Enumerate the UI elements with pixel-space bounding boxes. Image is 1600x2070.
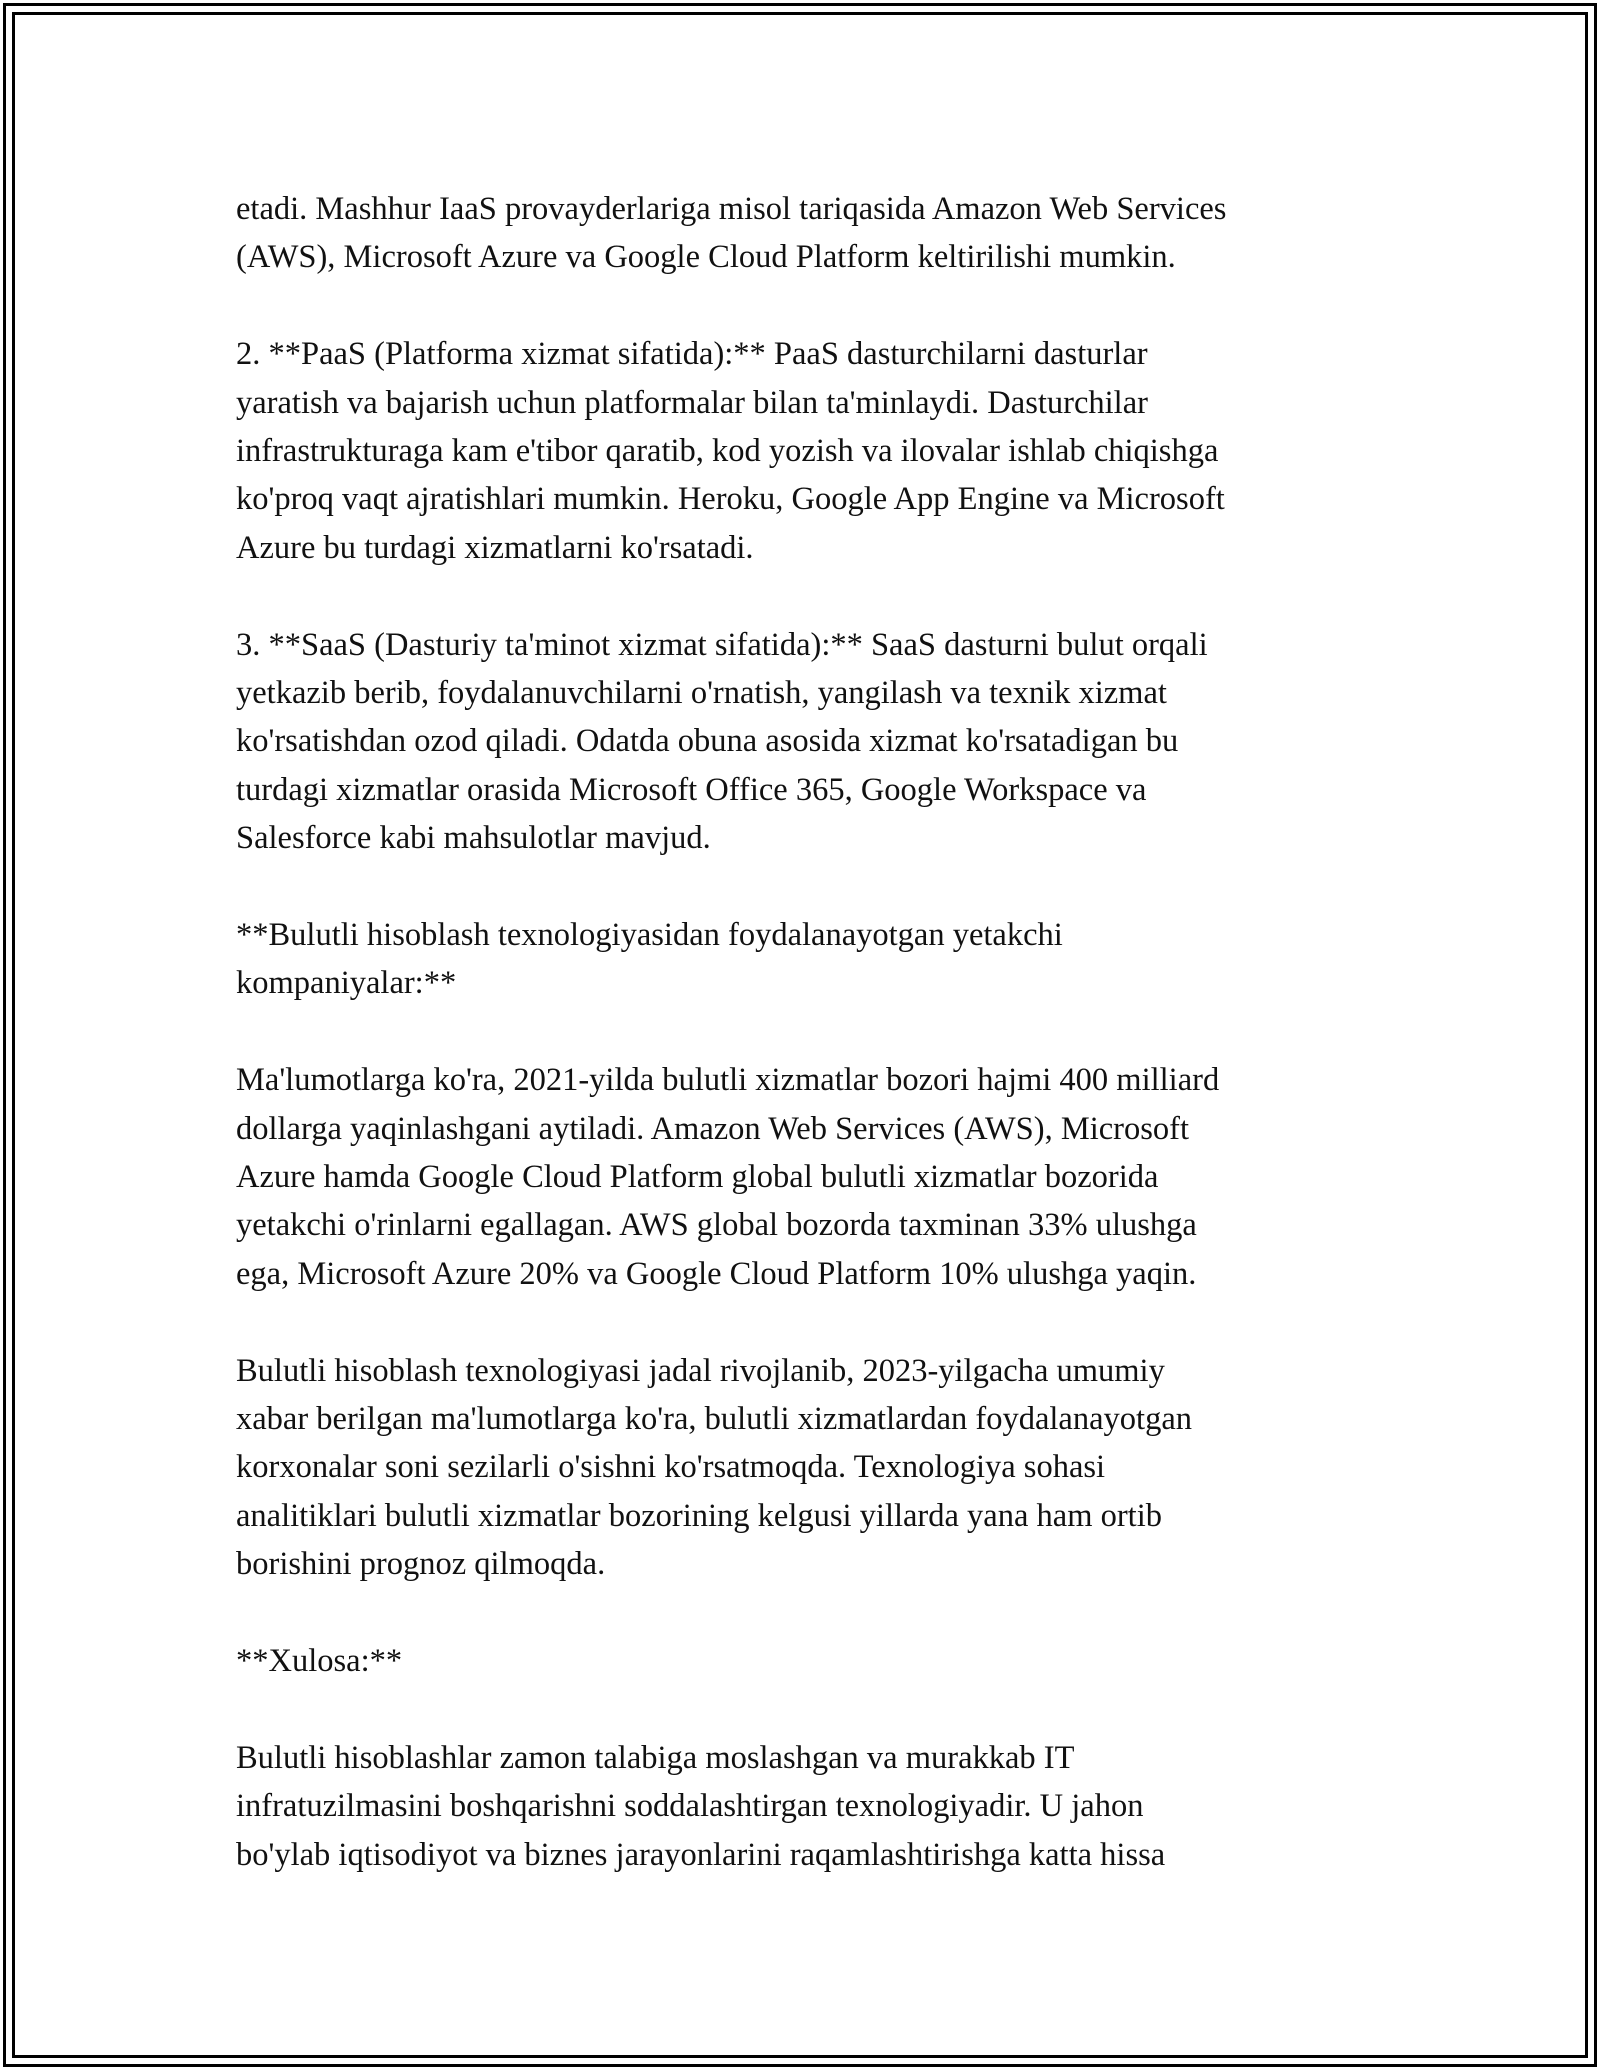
heading-leading-companies: **Bulutli hisoblash texnologiyasidan foydalanayotgan yetakchi kompaniyalar:**: [236, 917, 1063, 1002]
document-body: [236, 185, 1376, 1879]
paragraph-conclusion: Bulutli hisoblashlar zamon talabiga moslashgan va murakkab IT infratuzilmasini boshqarishni soddalashtirgan texnologiyadir. U jahon bo'ylab iqtisodiyot va biznes jarayonlarini raqamlashtirishga katta hissa: [236, 1739, 1166, 1873]
paragraph-iaas-continuation: etadi. Mashhur IaaS provayderlariga misol tariqasida Amazon Web Services (AWS), Microsoft Azure va Google Cloud Platform keltirilishi mumkin.: [236, 191, 1227, 276]
paragraph-growth: Bulutli hisoblash texnologiyasi jadal rivojlanib, 2023-yilgacha umumiy xabar berilgan ma'lumotlarga ko'ra, bulutli xizmatlardan foydalanayotgan korxonalar soni sezilarli o'sishni ko'rsatmoqda. Texnologiya sohasi analitiklari bulutli xizmatlar bozorining kelgusi yillarda yana ham ortib borishini prognoz qilmoqda.: [236, 1352, 1192, 1583]
heading-conclusion: **Xulosa:**: [236, 1643, 403, 1680]
paragraph-saas: 3. **SaaS (Dasturiy ta'minot xizmat sifatida):** SaaS dasturni bulut orqali yetkazib berib, foydalanuvchilarni o'rnatish, yangilash va texnik xizmat ko'rsatishdan ozod qiladi. Odatda obuna asosida xizmat ko'rsatadigan bu turdagi xizmatlar orasida Microsoft Office 365, Google Workspace va Salesforce kabi mahsulotlar mavjud.: [236, 626, 1208, 857]
paragraph-market-size: Ma'lumotlarga ko'ra, 2021-yilda bulutli xizmatlar bozori hajmi 400 milliard dollarga yaqinlashgani aytiladi. Amazon Web Services (AWS), Microsoft Azure hamda Google Cloud Platform global bulutli xizmatlar bozorida yetakchi o'rinlarni egallagan. AWS global bozorda taxminan 33% ulushga ega, Microsoft Azure 20% va Google Cloud Platform 10% ulushga yaqin.: [236, 1062, 1220, 1292]
paragraph-paas: 2. **PaaS (Platforma xizmat sifatida):** PaaS dasturchilarni dasturlar yaratish va bajarish uchun platformalar bilan ta'minlaydi. Dasturchilar infrastrukturaga kam e'tibor qaratib, kod yozish va ilovalar ishlab chiqishga ko'proq vaqt ajratishlari mumkin. Heroku, Google App Engine va Microsoft Azure bu turdagi xizmatlarni ko'rsatadi.: [236, 336, 1225, 566]
